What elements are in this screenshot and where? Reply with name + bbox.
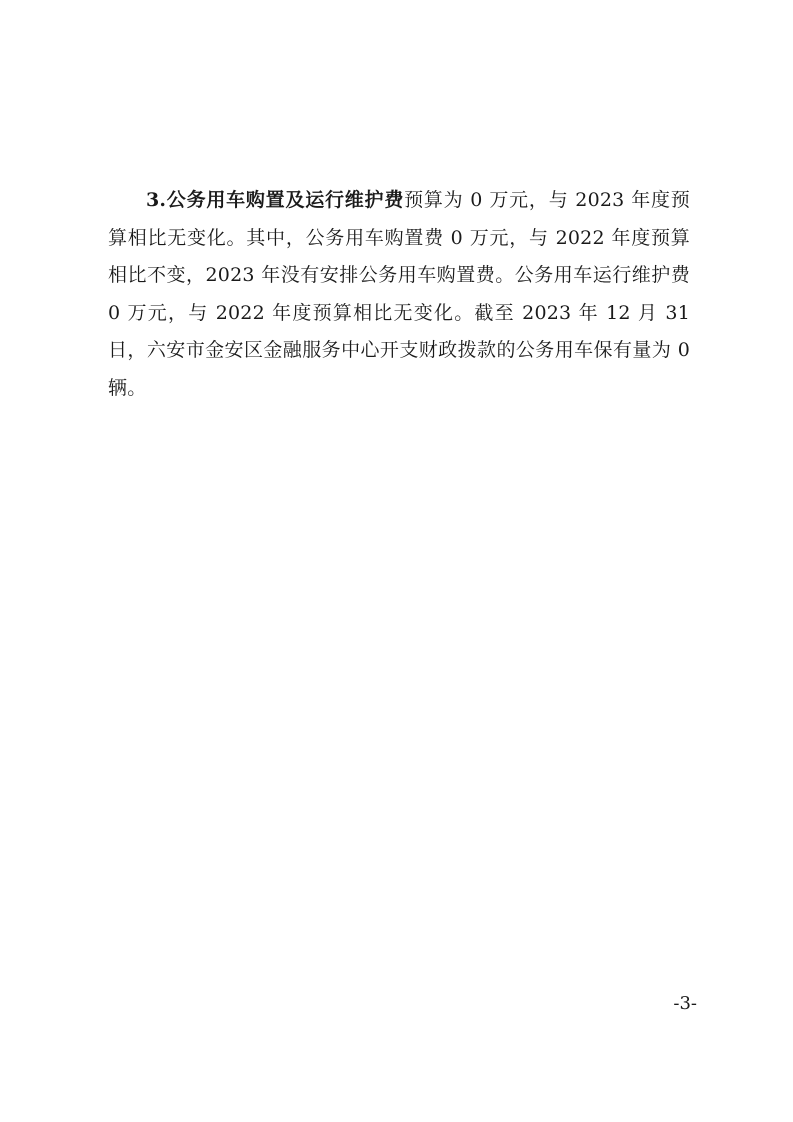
section-heading: 3.公务用车购置及运行维护费 <box>146 189 405 211</box>
page-number: -3- <box>673 993 697 1014</box>
body-paragraph <box>108 182 690 407</box>
paragraph-body: 预算为 0 万元，与 2023 年度预算相比无变化。其中，公务用车购置费 0 万元，与 2022 年度预算相比不变，2023 年没有安排公务用车购置费。公务用车运行维护费 0 万元，与 2022 年度预算相比无变化。截至 2023 年 12 月 31 日，六安市金安区金融服务中心开支财政拨款的公务用车保有量为 0 辆。 <box>108 189 691 399</box>
